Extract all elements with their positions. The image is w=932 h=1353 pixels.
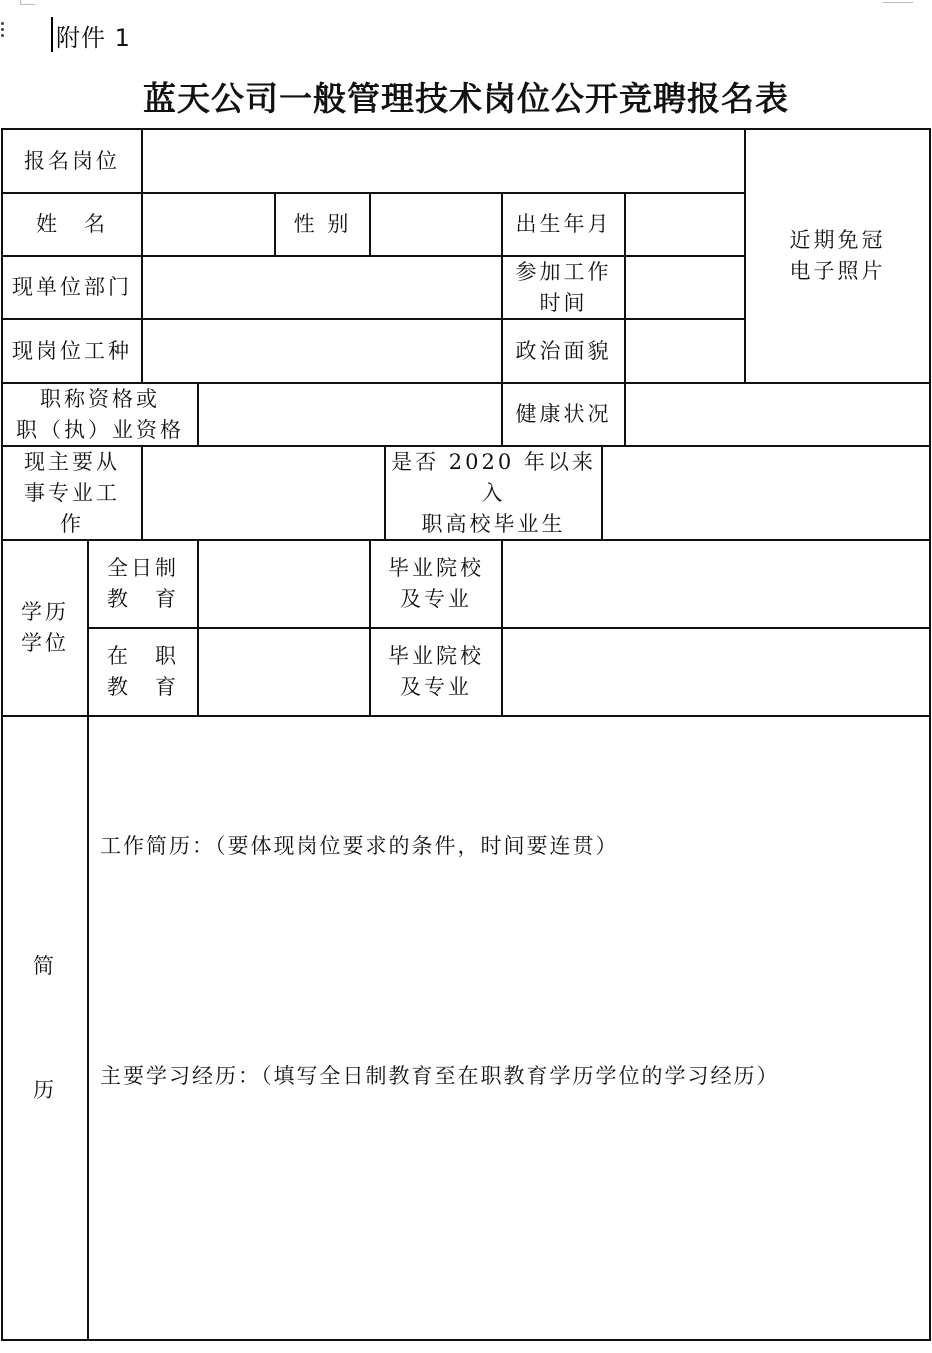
label-line: 在 职 [107, 644, 179, 668]
birth-field[interactable] [626, 194, 744, 255]
label-line: 教 育 [107, 587, 179, 611]
label-current-unit [3, 257, 141, 318]
label-text: 现岗位工种 [12, 338, 132, 363]
label-line: 及专业 [400, 587, 472, 611]
attachment-label: 附件 1 [56, 24, 131, 52]
label-current-job [3, 320, 141, 382]
current-unit-field[interactable] [143, 257, 501, 318]
label-line: 作 [60, 511, 84, 536]
label-birth [503, 194, 624, 255]
label-line: 毕业院校 [388, 644, 484, 668]
label-inservice-school [371, 629, 501, 715]
photo-label-line1: 近期免冠 [789, 228, 886, 252]
label-line: 时间 [539, 290, 588, 315]
label-text [16, 384, 184, 446]
photo-label [790, 225, 886, 287]
fulltime-school-field[interactable] [503, 541, 929, 627]
current-job-field[interactable] [143, 320, 501, 382]
table-border-right [929, 128, 931, 1341]
label-line: 职（执）业资格 [16, 417, 184, 442]
text-cursor [51, 17, 53, 52]
label-line: 学历 [21, 600, 69, 624]
label-resume-char2 [3, 1072, 87, 1108]
label-fulltime-school [371, 541, 501, 627]
label-line: 参加工作 [515, 259, 612, 284]
label-text [24, 447, 120, 540]
label-text: 现单位部门 [12, 275, 132, 299]
label-text [388, 641, 484, 703]
study-history-note: 主要学习经历：（填写全日制教育至在职教育学历学位的学习经历） [100, 1064, 780, 1088]
health-field[interactable] [626, 384, 929, 445]
position-field[interactable] [143, 130, 744, 192]
work-history-note: 工作简历：（要体现岗位要求的条件，时间要连贯） [100, 834, 619, 858]
label-gender [276, 194, 369, 255]
inservice-school-field[interactable] [503, 629, 929, 715]
label-resume-char1 [3, 948, 87, 984]
label-work-start [503, 257, 624, 318]
label-text: 健康状况 [515, 402, 612, 426]
margin-corner-mark [20, 0, 35, 5]
label-text: 政治面貌 [515, 338, 612, 363]
title-qualification-field[interactable] [199, 384, 501, 445]
label-inservice-education [89, 629, 197, 715]
fulltime-education-field[interactable] [199, 541, 369, 627]
photo-box[interactable] [746, 130, 929, 382]
label-line: 职称资格或 [40, 386, 160, 411]
label-text: 出生年月 [515, 212, 612, 236]
label-text: 报名岗位 [24, 148, 120, 173]
label-fulltime-education [89, 541, 197, 627]
label-line: 事专业工 [24, 480, 120, 505]
page-title: 蓝天公司一般管理技术岗位公开竞聘报名表 [143, 79, 789, 118]
label-education-degree [3, 541, 87, 715]
label-line: 是否 2020 年以来入 [391, 449, 596, 505]
label-text: 简 [33, 953, 57, 978]
major-work-field[interactable] [143, 447, 384, 539]
label-line: 毕业院校 [388, 556, 484, 580]
label-title-qualification [3, 384, 197, 445]
resume-field[interactable] [89, 717, 929, 1339]
label-text [107, 553, 179, 615]
label-text [516, 257, 612, 319]
gender-field[interactable] [371, 194, 501, 255]
drag-handle-icon [0, 22, 6, 40]
name-field[interactable] [143, 194, 274, 255]
label-name [3, 194, 141, 255]
label-major-work [3, 447, 141, 539]
label-health [503, 384, 624, 445]
work-start-field[interactable] [626, 257, 744, 318]
photo-label-line2: 电子照片 [789, 259, 886, 283]
political-field[interactable] [626, 320, 744, 382]
label-text: 性 别 [293, 212, 352, 236]
label-text [386, 447, 601, 540]
inservice-education-field[interactable] [199, 629, 369, 715]
label-line: 职高校毕业生 [421, 511, 566, 536]
label-text: 姓 名 [36, 212, 108, 236]
label-line: 现主要从 [24, 449, 120, 474]
label-position [3, 130, 141, 192]
label-line: 及专业 [400, 675, 472, 699]
label-line: 全日制 [107, 556, 179, 580]
margin-corner-mark-right [883, 0, 913, 3]
label-graduate [386, 447, 601, 539]
label-text: 历 [33, 1077, 57, 1102]
label-text [388, 553, 484, 615]
label-line: 学位 [21, 631, 69, 655]
label-text [107, 641, 179, 703]
label-line: 教 育 [107, 675, 179, 699]
label-political [503, 320, 624, 382]
table-border-bottom [1, 1339, 931, 1341]
graduate-field[interactable] [603, 447, 929, 539]
label-text [21, 597, 69, 659]
